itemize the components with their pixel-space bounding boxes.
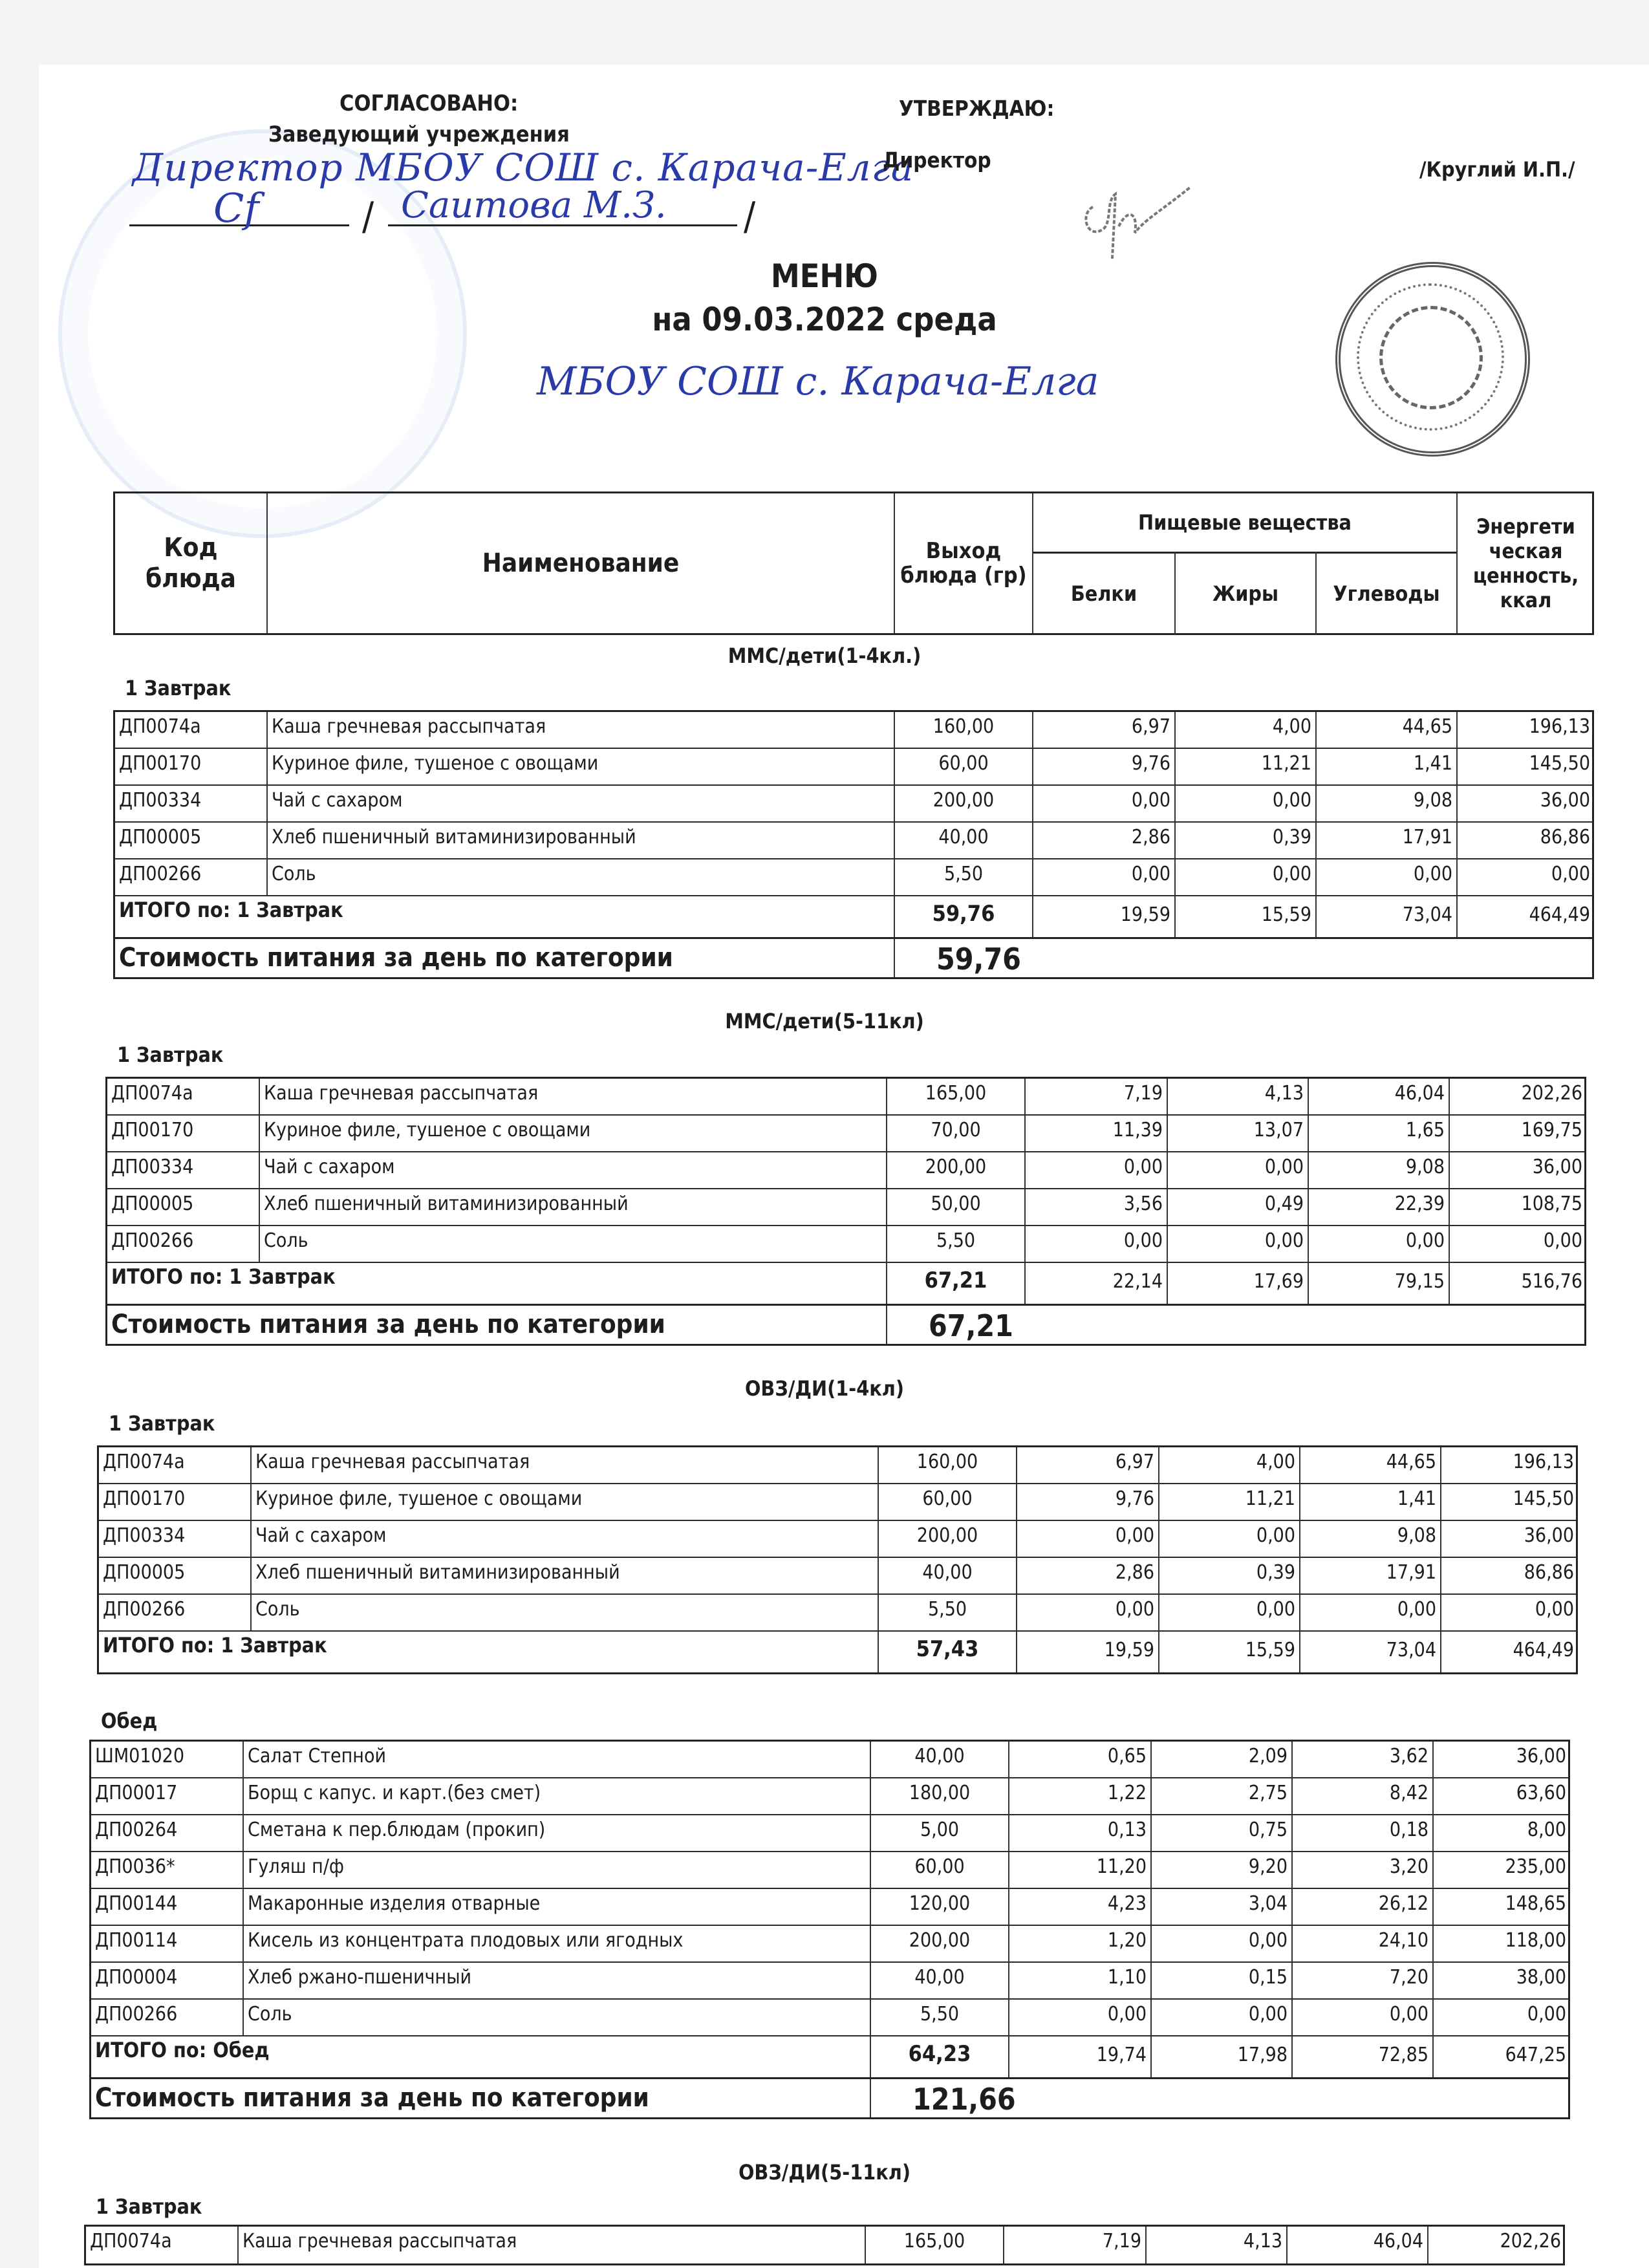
protein-value: 0,00 [1033,859,1176,895]
dish-code: ДП00004 [91,1963,244,1998]
carbs-value: 7,20 [1293,1963,1434,1998]
total-energy: 647,25 [1505,2044,1566,2066]
dish-name: Хлеб пшеничный витаминизированный [260,1189,887,1225]
total-yield: 64,23 [871,2036,1009,2077]
fat-value: 0,00 [1176,859,1317,895]
category-label: ММС/дети(5-11кл) [725,1009,924,1033]
protein-value: 0,00 [1026,1226,1168,1262]
energy-value: 86,86 [1540,826,1590,848]
menu-title: МЕНЮ [771,257,878,295]
carbs-value: 44,65 [1300,1447,1441,1483]
dish-yield: 5,50 [879,1595,1017,1630]
agreed-title: СОГЛАСОВАНО: [339,91,519,116]
table-row [91,1926,1568,1963]
table-row [107,1226,1584,1263]
energy-value: 148,65 [1505,1892,1566,1915]
total-energy: 516,76 [1521,1270,1582,1293]
dish-name: Куриное филе, тушеное с овощами [252,1484,879,1520]
carbs-value: 26,12 [1293,1889,1434,1925]
fat-value: 0,75 [1152,1815,1293,1851]
energy-value: 0,00 [1543,1229,1582,1252]
dish-code: ДП00017 [91,1778,244,1814]
table-row [99,1484,1576,1521]
protein-value: 2,86 [1033,823,1176,858]
dish-code: ДП00266 [99,1595,252,1630]
fat-value: 0,00 [1152,1926,1293,1961]
total-energy: 464,49 [1529,903,1590,926]
daily-cost-label: Стоимость питания за день по категории [115,939,895,977]
carbs-value: 0,18 [1293,1815,1434,1851]
table-row [115,823,1592,859]
dish-yield: 5,50 [895,859,1033,895]
fat-value: 2,09 [1152,1742,1293,1777]
protein-value: 0,00 [1026,1152,1168,1188]
fat-value: 4,00 [1159,1447,1300,1483]
dish-code: ДП00005 [107,1189,260,1225]
dish-yield: 40,00 [895,823,1033,858]
dish-yield: 160,00 [895,712,1033,748]
dish-code: ДП00005 [115,823,268,858]
energy-value: 145,50 [1529,752,1590,775]
dish-code: ДП00144 [91,1889,244,1925]
total-yield: 59,76 [895,896,1033,937]
table-row [91,1742,1568,1778]
table-row [99,1447,1576,1484]
dish-name: Чай с сахаром [252,1521,879,1557]
carbs-value: 0,00 [1317,859,1458,895]
dish-code: ШМ01020 [91,1742,244,1777]
energy-value: 63,60 [1516,1782,1566,1804]
table-row [99,1521,1576,1558]
protein-value: 3,56 [1026,1189,1168,1225]
dish-name: Каша гречневая рассыпчатая [252,1447,879,1483]
handwritten-role: Директор МБОУ СОШ с. Карача-Елга [133,146,914,189]
carbs-value: 8,42 [1293,1778,1434,1814]
dish-yield: 200,00 [871,1926,1009,1961]
fat-value: 0,39 [1159,1558,1300,1593]
dish-name: Хлеб пшеничный витаминизированный [268,823,895,858]
total-row [107,1263,1584,1304]
dish-name: Чай с сахаром [260,1152,887,1188]
fat-value: 4,13 [1147,2227,1288,2263]
table-row [91,1963,1568,2000]
dish-code: ДП00334 [115,786,268,821]
dish-yield: 60,00 [895,749,1033,784]
dish-yield: 60,00 [879,1484,1017,1520]
table-row [107,1116,1584,1152]
dish-code: ДП00170 [99,1484,252,1520]
carbs-value: 17,91 [1317,823,1458,858]
table-row [91,2000,1568,2036]
table-row [115,786,1592,823]
fat-value: 0,00 [1159,1521,1300,1557]
dish-code: ДП00266 [91,2000,244,2035]
dish-code: ДП00005 [99,1558,252,1593]
daily-cost-value: 59,76 [936,942,1021,977]
protein-value: 0,65 [1009,1742,1152,1777]
agreed-role: Заведующий учреждения [268,122,570,147]
fat-value: 2,75 [1152,1778,1293,1814]
energy-value: 145,50 [1513,1487,1574,1510]
table-row [99,1595,1576,1632]
carbs-value: 46,04 [1309,1079,1450,1114]
dish-yield: 5,00 [871,1815,1009,1851]
header-yield: Выход блюда (гр) [895,493,1033,633]
dish-yield: 165,00 [866,2227,1004,2263]
protein-value: 7,19 [1004,2227,1147,2263]
protein-value: 2,86 [1017,1558,1159,1593]
carbs-value: 24,10 [1293,1926,1434,1961]
meal-label: 1 Завтрак [109,1411,215,1436]
protein-value: 1,10 [1009,1963,1152,1998]
energy-value: 38,00 [1516,1966,1566,1989]
carbs-value: 0,00 [1293,2000,1434,2035]
dish-name: Хлеб пшеничный витаминизированный [252,1558,879,1593]
fat-value: 0,15 [1152,1963,1293,1998]
daily-cost-row [89,2079,1570,2119]
protein-value: 0,00 [1017,1521,1159,1557]
dish-yield: 120,00 [871,1889,1009,1925]
director-name: /Круглий И.П./ [1419,157,1575,182]
menu-table [97,1445,1578,1674]
total-fat: 17,69 [1168,1263,1309,1304]
header-fat: Жиры [1176,552,1317,635]
dish-yield: 200,00 [879,1521,1017,1557]
total-row [91,2036,1568,2077]
energy-value: 118,00 [1505,1929,1566,1952]
fat-value: 0,00 [1168,1226,1309,1262]
dish-name: Соль [252,1595,879,1630]
daily-cost-row [113,939,1594,979]
fat-value: 9,20 [1152,1852,1293,1888]
total-fat: 15,59 [1176,896,1317,937]
total-label: ИТОГО по: 1 Завтрак [99,1632,879,1672]
carbs-value: 44,65 [1317,712,1458,748]
carbs-value: 1,41 [1300,1484,1441,1520]
energy-value: 36,00 [1540,789,1590,812]
dish-yield: 200,00 [895,786,1033,821]
header-nutrients-label: Пищевые вещества [1033,493,1456,554]
carbs-value: 9,08 [1300,1521,1441,1557]
energy-value: 108,75 [1521,1193,1582,1215]
dish-code: ДП0074а [107,1079,260,1114]
dish-name: Кисель из концентрата плодовых или ягодных [244,1926,871,1961]
protein-value: 0,13 [1009,1815,1152,1851]
carbs-value: 9,08 [1309,1152,1450,1188]
carbs-value: 22,39 [1309,1189,1450,1225]
daily-cost-label: Стоимость питания за день по категории [91,2079,871,2117]
protein-value: 9,76 [1033,749,1176,784]
menu-table [84,2225,1565,2265]
dish-code: ДП00334 [99,1521,252,1557]
daily-cost-value: 67,21 [929,1308,1013,1343]
dish-code: ДП00114 [91,1926,244,1961]
handwritten-signature: Сf [213,184,259,232]
header-carbs: Углеводы [1333,581,1440,606]
energy-value: 0,00 [1535,1598,1574,1621]
fat-value: 0,00 [1168,1152,1309,1188]
meal-label: 1 Завтрак [117,1042,224,1067]
dish-yield: 5,50 [887,1226,1026,1262]
category-label: ОВЗ/ДИ(1-4кл) [744,1376,905,1401]
dish-name: Соль [268,859,895,895]
approve-role: Директор [883,147,991,173]
total-fat: 17,98 [1152,2036,1293,2077]
table-row [115,749,1592,786]
total-label: ИТОГО по: 1 Завтрак [107,1263,887,1304]
dish-yield: 160,00 [879,1447,1017,1483]
dish-name: Борщ с капус. и карт.(без смет) [244,1778,871,1814]
dish-name: Соль [260,1226,887,1262]
table-row [91,1815,1568,1852]
total-yield: 57,43 [879,1632,1017,1672]
total-protein: 19,59 [1017,1632,1159,1672]
total-protein: 19,59 [1033,896,1176,937]
carbs-value: 3,62 [1293,1742,1434,1777]
protein-value: 9,76 [1017,1484,1159,1520]
carbs-value: 9,08 [1317,786,1458,821]
energy-value: 169,75 [1521,1119,1582,1141]
protein-value: 4,23 [1009,1889,1152,1925]
protein-value: 11,39 [1026,1116,1168,1151]
dish-name: Каша гречневая рассыпчатая [239,2227,866,2263]
dish-name: Сметана к пер.блюдам (прокип) [244,1815,871,1851]
energy-value: 86,86 [1524,1561,1574,1584]
energy-value: 235,00 [1505,1855,1566,1878]
meal-label: 1 Завтрак [96,2194,202,2219]
energy-value: 0,00 [1527,2003,1566,2025]
daily-cost-value: 121,66 [912,2082,1016,2117]
carbs-value: 1,41 [1317,749,1458,784]
director-signature-icon [1067,168,1209,272]
menu-table [105,1077,1586,1306]
total-carbs: 72,85 [1293,2036,1434,2077]
dish-name: Хлеб ржано-пшеничный [244,1963,871,1998]
total-carbs: 79,15 [1309,1263,1450,1304]
table-row [99,1558,1576,1595]
dish-code: ДП00266 [115,859,268,895]
table-row [86,2227,1563,2263]
dish-yield: 50,00 [887,1189,1026,1225]
fat-value: 4,00 [1176,712,1317,748]
meal-label: Обед [101,1709,158,1733]
dish-name: Куриное филе, тушеное с овощами [268,749,895,784]
protein-value: 11,20 [1009,1852,1152,1888]
total-carbs: 73,04 [1300,1632,1441,1672]
menu-table-header [113,491,1594,635]
total-carbs: 73,04 [1317,896,1458,937]
dish-name: Каша гречневая рассыпчатая [268,712,895,748]
total-energy: 464,49 [1513,1639,1574,1661]
dish-code: ДП00170 [115,749,268,784]
menu-table [89,1740,1570,2079]
dish-name: Каша гречневая рассыпчатая [260,1079,887,1114]
carbs-value: 17,91 [1300,1558,1441,1593]
carbs-value: 0,00 [1309,1226,1450,1262]
dish-yield: 60,00 [871,1852,1009,1888]
category-label: ММС/дети(1-4кл.) [727,643,921,668]
header-protein: Белки [1033,552,1176,635]
handwritten-name: Саитова М.З. [401,184,667,226]
fat-value: 0,00 [1152,2000,1293,2035]
dish-name: Куриное филе, тушеное с овощами [260,1116,887,1151]
energy-value: 196,13 [1529,715,1590,738]
carbs-value: 0,00 [1300,1595,1441,1630]
dish-code: ДП0074а [99,1447,252,1483]
energy-value: 202,26 [1500,2230,1561,2252]
daily-cost-label: Стоимость питания за день по категории [107,1306,887,1344]
header-name: Наименование [268,493,895,633]
dish-name: Салат Степной [244,1742,871,1777]
table-row [107,1079,1584,1116]
protein-value: 6,97 [1033,712,1176,748]
fat-value: 4,13 [1168,1079,1309,1114]
meal-label: 1 Завтрак [125,676,232,700]
carbs-value: 3,20 [1293,1852,1434,1888]
dish-code: ДП00266 [107,1226,260,1262]
total-row [99,1632,1576,1672]
dish-name: Чай с сахаром [268,786,895,821]
dish-yield: 40,00 [871,1742,1009,1777]
total-protein: 19,74 [1009,2036,1152,2077]
header-nutrients [1033,493,1458,633]
table-row [107,1152,1584,1189]
table-row [91,1852,1568,1889]
table-row [91,1889,1568,1926]
dish-code: ДП0036* [91,1852,244,1888]
protein-value: 0,00 [1033,786,1176,821]
energy-value: 36,00 [1532,1156,1582,1178]
total-yield: 67,21 [887,1263,1026,1304]
dish-name: Гуляш п/ф [244,1852,871,1888]
dish-code: ДП00334 [107,1152,260,1188]
dish-code: ДП00170 [107,1116,260,1151]
header-code: Код блюда [115,493,268,633]
dish-code: ДП0074а [86,2227,239,2263]
fat-value: 0,00 [1176,786,1317,821]
energy-value: 36,00 [1516,1745,1566,1767]
energy-value: 196,13 [1513,1451,1574,1473]
category-label: ОВЗ/ДИ(5-11кл) [738,2160,911,2185]
separator-slash: / [744,194,756,239]
dish-yield: 180,00 [871,1778,1009,1814]
dish-yield: 5,50 [871,2000,1009,2035]
header-energy: Энергети ческая ценность, ккал [1472,514,1579,612]
dish-yield: 165,00 [887,1079,1026,1114]
fat-value: 13,07 [1168,1116,1309,1151]
total-label: ИТОГО по: 1 Завтрак [115,896,895,937]
fat-value: 0,39 [1176,823,1317,858]
carbs-value: 1,65 [1309,1116,1450,1151]
fat-value: 11,21 [1176,749,1317,784]
menu-table [113,710,1594,939]
total-fat: 15,59 [1159,1632,1300,1672]
total-row [115,896,1592,937]
daily-cost-row [105,1306,1586,1346]
energy-value: 8,00 [1527,1819,1566,1841]
table-row [115,712,1592,749]
protein-value: 6,97 [1017,1447,1159,1483]
dish-yield: 40,00 [871,1963,1009,1998]
protein-value: 1,22 [1009,1778,1152,1814]
total-protein: 22,14 [1026,1263,1168,1304]
dish-name: Макаронные изделия отварные [244,1889,871,1925]
table-row [107,1189,1584,1226]
fat-value: 0,00 [1159,1595,1300,1630]
fat-value: 3,04 [1152,1889,1293,1925]
dish-yield: 200,00 [887,1152,1026,1188]
protein-value: 1,20 [1009,1926,1152,1961]
table-row [91,1778,1568,1815]
menu-date: на 09.03.2022 среда [652,301,997,338]
energy-value: 36,00 [1524,1524,1574,1547]
total-label: ИТОГО по: Обед [91,2036,871,2077]
protein-value: 0,00 [1009,2000,1152,2035]
handwritten-school-name: МБОУ СОШ с. Карача-Елга [537,359,1099,404]
dish-code: ДП00264 [91,1815,244,1851]
dish-name: Соль [244,2000,871,2035]
approve-title: УТВЕРЖДАЮ: [899,96,1055,121]
energy-value: 0,00 [1551,863,1590,885]
dish-yield: 70,00 [887,1116,1026,1151]
protein-value: 7,19 [1026,1079,1168,1114]
dish-yield: 40,00 [879,1558,1017,1593]
carbs-value: 46,04 [1288,2227,1428,2263]
table-row [115,859,1592,896]
separator-slash: / [362,194,374,239]
fat-value: 0,49 [1168,1189,1309,1225]
protein-value: 0,00 [1017,1595,1159,1630]
energy-value: 202,26 [1521,1082,1582,1105]
fat-value: 11,21 [1159,1484,1300,1520]
dish-code: ДП0074а [115,712,268,748]
